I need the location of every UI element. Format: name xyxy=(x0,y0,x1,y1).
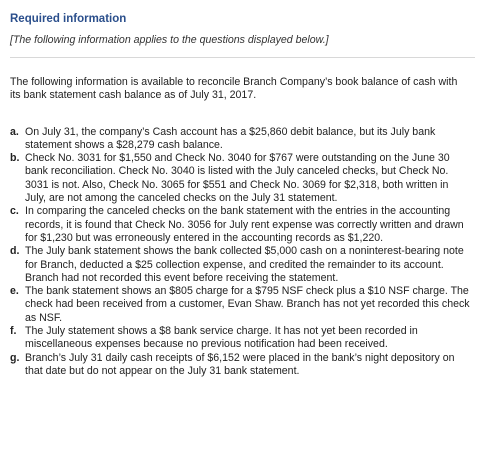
list-item xyxy=(10,205,475,245)
facts-list xyxy=(10,126,475,379)
list-item xyxy=(10,245,475,285)
item-text: The July statement shows a $8 bank service charge. It has not yet been recorded in miscellaneous expenses because no previous notification had been received. xyxy=(25,325,418,351)
item-text: The July bank statement shows the bank collected $5,000 cash on a noninterest-bearing note for Branch, deducted a $25 collection expense, and credited the remainder to its account. Branch had not recorded this event before receiving the statement. xyxy=(25,245,464,284)
item-letter: c. xyxy=(10,205,19,218)
list-item xyxy=(10,126,475,153)
item-letter: f. xyxy=(10,325,17,338)
item-text: Check No. 3031 for $1,550 and Check No. 3040 for $767 were outstanding on the June 30 bank reconciliation. Check No. 3040 is listed with the July canceled checks, but Check No. 3031 is not. Also, Check No. 3065 for $551 and Check No. 3069 for $2,318, both written in July, are not among the canceled checks on the July 31 statement. xyxy=(25,152,450,205)
item-letter: d. xyxy=(10,245,20,258)
item-text: On July 31, the company’s Cash account has a $25,860 debit balance, but its July bank statement shows a $28,279 cash balance. xyxy=(25,125,436,151)
item-letter: a. xyxy=(10,125,19,138)
list-item xyxy=(10,152,475,205)
list-item xyxy=(10,352,475,379)
item-letter: b. xyxy=(10,152,20,165)
item-text: The bank statement shows an $805 charge for a $795 NSF check plus a $10 NSF charge. The check had been received from a customer, Evan Shaw. Branch has not yet recorded this check as NSF. xyxy=(25,285,470,324)
item-text: In comparing the canceled checks on the bank statement with the entries in the accounting records, it is found that Check No. 3056 for July rent expense was correctly written and drawn for $1,230 but was erroneously entered in the accounting records as $1,220. xyxy=(25,205,464,244)
list-item xyxy=(10,285,475,325)
divider xyxy=(10,57,475,58)
item-letter: g. xyxy=(10,351,20,364)
item-text: Branch’s July 31 daily cash receipts of $6,152 were placed in the bank’s night depository on that date but do not appear on the July 31 bank statement. xyxy=(25,351,455,377)
intro-paragraph: The following information is available to reconcile Branch Company’s book balance of cash with its bank statement cash balance as of July 31, 2017. xyxy=(10,76,458,102)
list-item xyxy=(10,325,475,352)
section-heading: Required information xyxy=(10,13,127,25)
item-letter: e. xyxy=(10,285,19,298)
instruction-note: [The following information applies to the questions displayed below.] xyxy=(10,34,329,46)
